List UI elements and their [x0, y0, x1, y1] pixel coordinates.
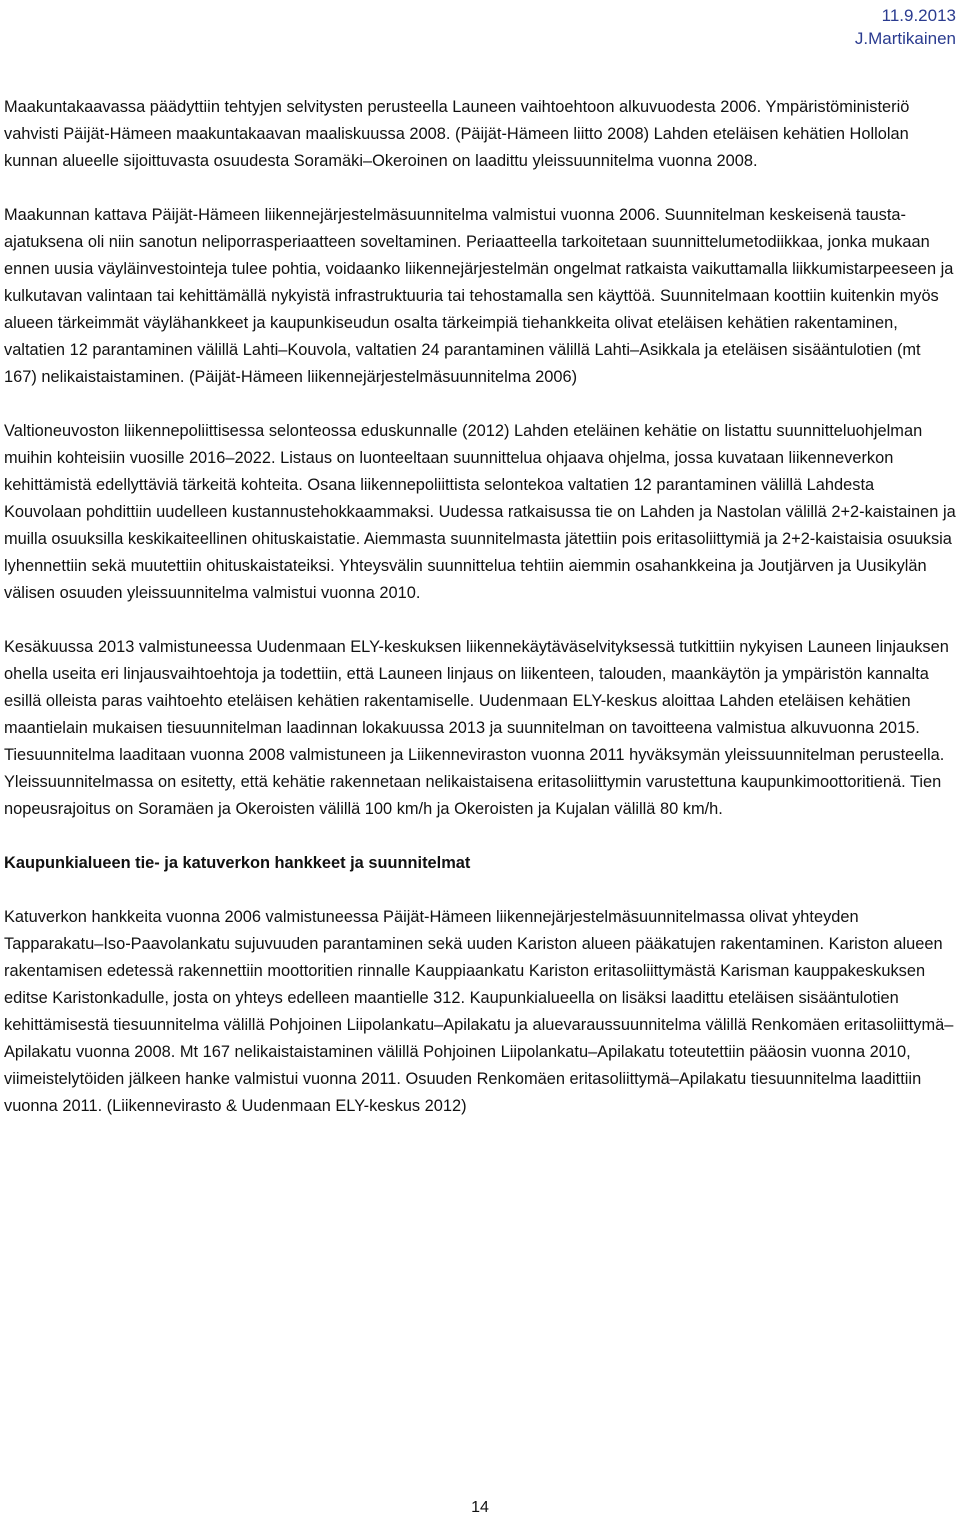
paragraph-liikennejarjestelmasuunnitelma: Maakunnan kattava Päijät-Hämeen liikennejärjestelmäsuunnitelma valmistui vuonna 2006. Suunnitelman keskeisenä tausta-ajatuksena oli niin sanotun neliporrasperiaatteen soveltaminen. Periaatteella tarkoitetaan suunnittelumetodiikkaa, jonka mukaan ennen uusia väyläinvestointeja tulee pohtia, voidaanko liikennejärjestelmän ongelmat ratkaista vaikuttamalla liikkumistarpeeseen ja kulkutavan valintaan tai kehittämällä nykyistä infrastruktuuria tai tehostamalla sen käyttöä. Suunnitelmaan koottiin kuitenkin myös alueen tärkeimmät väylähankkeet ja kaupunkiseudun osalta tärkeimpiä tiehankkeita olivat eteläisen kehätien rakentaminen, valtatien 12 parantaminen välillä Lahti–Kouvola, valtatien 24 parantaminen välillä Lahti–Asikkala ja eteläisen sisääntulotien (mt 167) nelikaistaistaminen. (Päijät-Hämeen liikennejärjestelmäsuunnitelma 2006) — [4, 206, 954, 386]
paragraph-maakuntakaava: Maakuntakaavassa päädyttiin tehtyjen selvitysten perusteella Launeen vaihtoehtoon alkuvuodesta 2006. Ympäristöministeriö vahvisti Päijät-Hämeen maakuntakaavan maaliskuussa 2008. (Päijät-Hämeen liitto 2008) Lahden eteläisen kehätien Hollolan kunnan alueelle sijoittuvasta osuudesta Soramäki–Okeroinen on laadittu yleissuunnitelma vuonna 2008. — [4, 98, 910, 170]
section-heading: Kaupunkialueen tie- ja katuverkon hankkeet ja suunnitelmat — [4, 854, 471, 872]
paragraph-liikennepoliittinen-selonteko: Valtioneuvoston liikennepoliittisessa selonteossa eduskunnalle (2012) Lahden eteläinen kehätie on listattu suunnitteluohjelman muihin kohteisiin vuosille 2016–2022. Listaus on luonteeltaan suunnittelua ohjaava ohjelma, jossa kuvataan liikenneverkon kehittämistä edellyttäviä tärkeitä kohteita. Osana liikennepoliittista selontekoa valtatien 12 parantaminen välillä Lahdesta Kouvolaan pohdittiin uudelleen kustannustehokkaammaksi. Uudessa ratkaisussa tie on Lahden ja Nastolan välillä 2+2-kaistainen ja muilla osuuksilla keskikaiteellinen ohituskaistatie. Aiemmasta suunnitelmasta jätettiin pois eritasoliittymiä ja 2+2-kaistaisia osuuksia lyhennettiin sekä muutettiin ohituskaistateiksi. Yhteysvälin suunnittelua tehtiin aiemmin osahankkeina ja Joutjärven ja Uusikylän välisen osuuden yleissuunnitelma valmistui vuonna 2010. — [4, 422, 956, 602]
page-header — [855, 4, 956, 50]
page-footer — [0, 1498, 960, 1518]
header-author: J.Martikainen — [854, 29, 956, 48]
header-date: 11.9.2013 — [881, 6, 956, 25]
paragraph-ely-keskus-selvitys: Kesäkuussa 2013 valmistuneessa Uudenmaan ELY-keskuksen liikennekäytäväselvityksessä tutkittiin nykyisen Launeen linjauksen ohella useita eri linjausvaihtoehtoja ja todettiin, että Launeen linjaus on liikenteen, talouden, maankäytön ja ympäristön kannalta esillä olleista paras vaihtoehto eteläisen kehätien rakentamiselle. Uudenmaan ELY-keskus aloittaa Lahden eteläisen kehätien maantielain mukaisen tiesuunnitelman laadinnan lokakuussa 2013 ja suunnitelman on tavoitteena valmistua alkuvuonna 2015. Tiesuunnitelma laaditaan vuonna 2008 valmistuneen ja Liikenneviraston vuonna 2011 hyväksymän yleissuunnitelman perusteella. Yleissuunnitelmassa on esitetty, että kehätie rakennetaan nelikaistaisena eritasoliittymin varustettuna kaupunkimoottoritienä. Tien nopeusrajoitus on Soramäen ja Okeroisten välillä 100 km/h ja Okeroisten ja Kujalan välillä 80 km/h. — [4, 638, 949, 818]
paragraph-katuverkon-hankkeet: Katuverkon hankkeita vuonna 2006 valmistuneessa Päijät-Hämeen liikennejärjestelmäsuunnitelmassa olivat yhteyden Tapparakatu–Iso-Paavolankatu sujuvuuden parantaminen sekä uuden Kariston alueen pääkatujen rakentaminen. Kariston alueen rakentamisen edetessä rakennettiin moottoritien rinnalle Kauppiaankatu Kariston eritasoliittymästä Karisman kauppakeskuksen editse Karistonkadulle, josta on yhteys edelleen maantielle 312. Kaupunkialueella on lisäksi laadittu eteläisen sisääntulotien kehittämisestä tiesuunnitelma välillä Pohjoinen Liipolankatu–Apilakatu ja aluevaraussuunnitelma välillä Renkomäen eritasoliittymä–Apilakatu vuonna 2008. Mt 167 nelikaistaistaminen välillä Pohjoinen Liipolankatu–Apilakatu toteutettiin pääosin vuonna 2010, viimeistelytöiden jälkeen hanke valmistui vuonna 2011. Osuuden Renkomäen eritasoliittymä–Apilakatu tiesuunnitelma laadittiin vuonna 2011. (Liikennevirasto & Uudenmaan ELY-keskus 2012) — [4, 908, 954, 1115]
page-number: 14 — [471, 1499, 489, 1516]
document-body — [4, 94, 956, 1120]
